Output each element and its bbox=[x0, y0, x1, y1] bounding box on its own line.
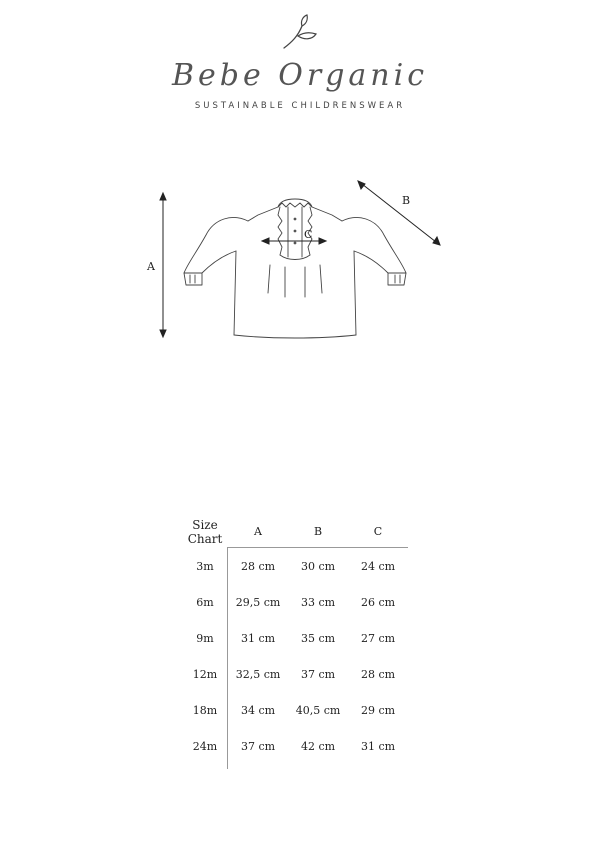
dimension-label-a: A bbox=[147, 260, 155, 273]
column-header-c: C bbox=[373, 525, 383, 538]
garment-diagram bbox=[140, 175, 450, 350]
measure-a-cell: 34 cm bbox=[240, 704, 276, 717]
dimension-label-b: B bbox=[402, 194, 411, 207]
size-column-divider bbox=[227, 547, 228, 769]
size-cell: 9m bbox=[196, 632, 214, 645]
size-cell: 18m bbox=[192, 704, 218, 717]
column-header-b: B bbox=[313, 525, 323, 538]
measure-b-cell: 40,5 cm bbox=[295, 704, 341, 717]
measure-b-cell: 37 cm bbox=[300, 668, 336, 681]
column-header-a: A bbox=[254, 525, 262, 538]
measure-b-cell: 33 cm bbox=[300, 596, 336, 609]
table-row bbox=[180, 632, 420, 648]
size-cell: 6m bbox=[196, 596, 214, 609]
measure-c-cell: 28 cm bbox=[360, 668, 396, 681]
table-row bbox=[180, 704, 420, 720]
size-chart-table bbox=[180, 515, 420, 775]
measure-c-cell: 26 cm bbox=[360, 596, 396, 609]
size-cell: 12m bbox=[192, 668, 218, 681]
measure-a-cell: 29,5 cm bbox=[235, 596, 281, 609]
size-cell: 3m bbox=[196, 560, 214, 573]
measure-b-cell: 35 cm bbox=[300, 632, 336, 645]
measure-c-cell: 31 cm bbox=[360, 740, 396, 753]
measure-a-cell: 31 cm bbox=[240, 632, 276, 645]
table-row bbox=[180, 596, 420, 612]
size-chart-title: Size Chart bbox=[187, 518, 223, 546]
table-row bbox=[180, 740, 420, 756]
size-cell: 24m bbox=[192, 740, 218, 753]
dimension-label-c: C bbox=[304, 228, 313, 241]
measure-c-cell: 24 cm bbox=[360, 560, 396, 573]
measure-a-cell: 37 cm bbox=[240, 740, 276, 753]
leaf-logo-icon bbox=[280, 14, 324, 52]
header-divider bbox=[228, 547, 408, 548]
table-row bbox=[180, 668, 420, 684]
measure-a-cell: 28 cm bbox=[240, 560, 276, 573]
measure-b-cell: 42 cm bbox=[300, 740, 336, 753]
measure-c-cell: 27 cm bbox=[360, 632, 396, 645]
brand-name: Bebe Organic bbox=[171, 58, 429, 93]
table-row bbox=[180, 560, 420, 576]
measure-b-cell: 30 cm bbox=[300, 560, 336, 573]
brand-tagline: SUSTAINABLE CHILDRENSWEAR bbox=[194, 101, 406, 111]
measure-c-cell: 29 cm bbox=[360, 704, 396, 717]
measure-a-cell: 32,5 cm bbox=[235, 668, 281, 681]
